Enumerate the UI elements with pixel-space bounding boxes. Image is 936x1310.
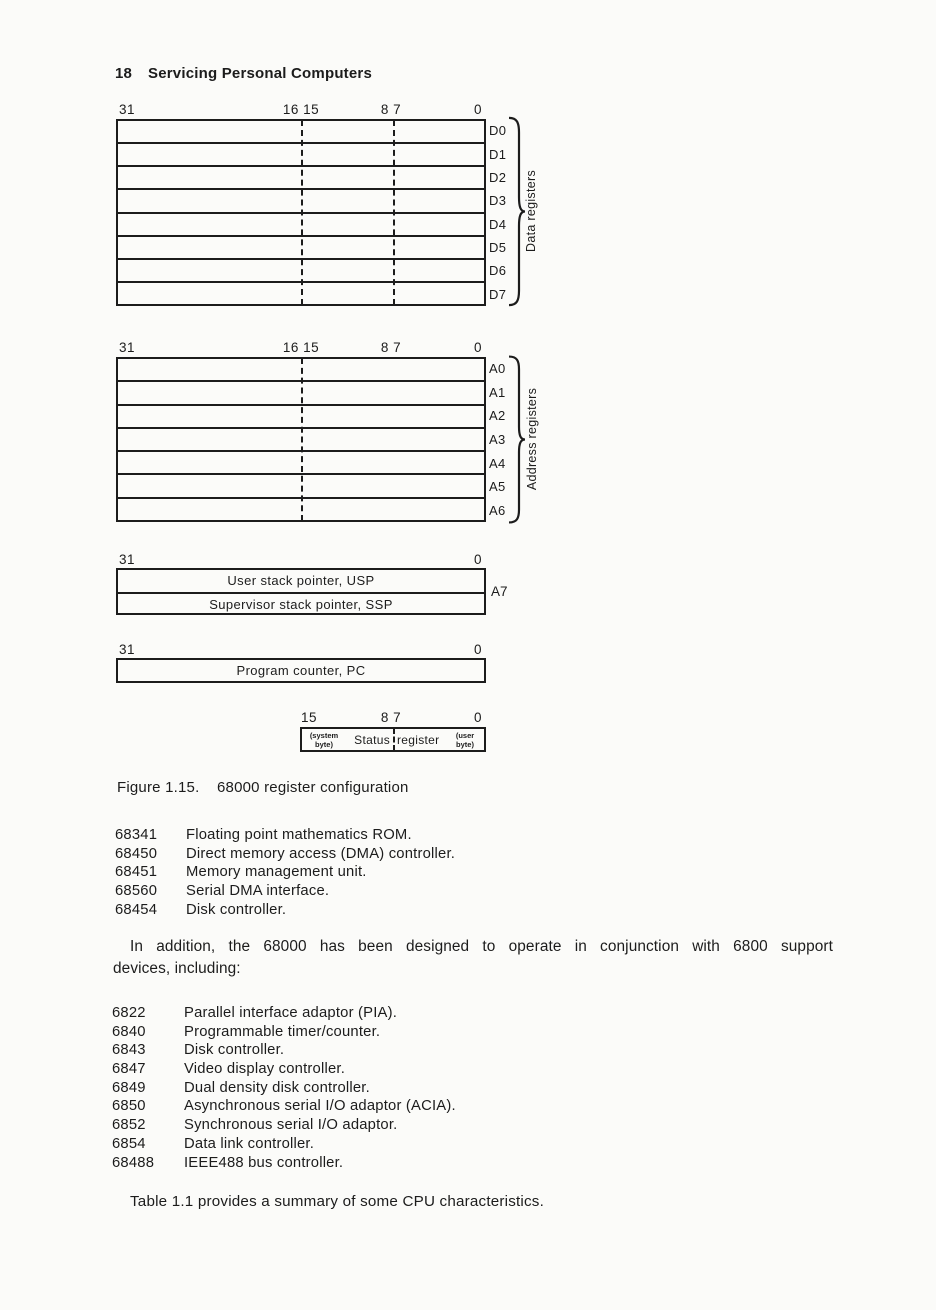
status-register-box	[300, 727, 486, 752]
register-label: A6	[489, 502, 506, 518]
figure-caption-label: Figure 1.15.	[117, 779, 200, 796]
register-label: D1	[489, 146, 507, 162]
device-code: 6843	[112, 1042, 146, 1059]
bit-label-0: 0	[473, 552, 483, 567]
status-byte-divider	[393, 728, 395, 751]
bit-label-16-15: 16 15	[282, 340, 320, 355]
bit-label-0: 0	[473, 642, 483, 657]
device-desc: Floating point mathematics ROM.	[186, 827, 412, 843]
device-list-item	[112, 1041, 456, 1060]
program-counter-box	[116, 658, 486, 683]
device-desc: Data link controller.	[184, 1135, 315, 1152]
device-code: 68450	[115, 845, 158, 862]
register-label: A3	[489, 432, 506, 448]
paragraph-line: In addition, the 68000 has been designed to operate in conjunction with 6800 support	[130, 938, 833, 955]
device-list-item	[115, 845, 455, 864]
device-code: 6840	[112, 1023, 146, 1040]
page-header	[115, 65, 372, 82]
device-code: 68560	[115, 883, 158, 900]
a7-label: A7	[491, 584, 508, 599]
data-registers-group-label: Data registers	[524, 169, 538, 253]
device-code: 6854	[112, 1135, 146, 1152]
bit-label-0: 0	[473, 710, 483, 725]
ssp-row: Supervisor stack pointer, SSP	[118, 592, 484, 616]
device-desc: Serial DMA interface.	[186, 883, 330, 900]
device-desc: Disk controller.	[184, 1042, 285, 1059]
device-code: 6822	[112, 1005, 146, 1021]
device-list-item	[112, 1023, 456, 1042]
bit-label-8-7: 8 7	[380, 710, 402, 725]
register-label: D3	[489, 193, 507, 209]
device-code: 68488	[112, 1154, 155, 1171]
device-list-item	[112, 1097, 456, 1116]
device-code: 6849	[112, 1079, 146, 1096]
device-list-item	[112, 1060, 456, 1079]
register-label: A0	[489, 361, 506, 377]
device-desc: Asynchronous serial I/O adaptor (ACIA).	[184, 1098, 456, 1115]
register-label: D6	[489, 263, 507, 279]
bit8-divider	[393, 120, 395, 305]
bit16-divider	[301, 120, 303, 305]
paragraph-line: devices, including:	[113, 960, 241, 977]
page-number: 18	[115, 65, 133, 82]
device-desc: Video display controller.	[184, 1061, 346, 1078]
device-list-item	[115, 882, 455, 901]
system-byte-label: (system byte)	[309, 730, 339, 749]
device-list-item	[112, 1116, 456, 1135]
device-list-item	[112, 1004, 456, 1023]
register-label: D5	[489, 240, 507, 256]
register-label: A4	[489, 455, 506, 471]
closing-sentence: Table 1.1 provides a summary of some CPU characteristics.	[130, 1193, 545, 1210]
register-label: D0	[489, 123, 507, 139]
bit-label-0: 0	[473, 102, 483, 117]
status-word: Status	[354, 732, 390, 747]
device-code: 6847	[112, 1061, 146, 1078]
m68-device-list	[115, 826, 455, 919]
data-registers-box	[116, 119, 486, 306]
device-list-item	[115, 901, 455, 920]
address-registers-box	[116, 357, 486, 522]
bit-label-8-7: 8 7	[380, 102, 402, 117]
bit-label-8-7: 8 7	[380, 340, 402, 355]
program-counter-label: Program counter, PC	[236, 663, 366, 678]
device-list-item	[115, 863, 455, 882]
address-registers-group-label: Address registers	[525, 387, 539, 491]
data-registers-brace	[506, 115, 526, 308]
bit-label-0: 0	[473, 340, 483, 355]
data-register-names	[489, 119, 506, 306]
bit-label-31: 31	[119, 552, 136, 567]
figure-caption	[117, 779, 409, 796]
bit-label-16-15: 16 15	[282, 102, 320, 117]
device-desc: Direct memory access (DMA) controller.	[186, 845, 456, 862]
device-list-item	[112, 1154, 456, 1173]
stack-pointer-box	[116, 568, 486, 615]
device-desc: Memory management unit.	[186, 864, 367, 881]
body-paragraph	[113, 936, 833, 980]
register-label: D2	[489, 169, 507, 185]
bit-label-15: 15	[300, 710, 318, 725]
user-byte-label: (user byte)	[455, 730, 475, 749]
device-desc: Dual density disk controller.	[184, 1079, 370, 1096]
device-list-item	[112, 1079, 456, 1098]
bit-label-31: 31	[119, 642, 136, 657]
device-list-item	[115, 826, 455, 845]
m6800-device-list	[112, 1004, 456, 1172]
register-label: D4	[489, 216, 507, 232]
bit-label-31: 31	[119, 102, 136, 117]
device-desc: IEEE488 bus controller.	[184, 1154, 344, 1171]
device-code: 68341	[115, 827, 158, 843]
register-word: register	[397, 732, 440, 747]
device-code: 68454	[115, 901, 158, 918]
register-label: A2	[489, 408, 506, 424]
address-registers-brace	[506, 354, 526, 525]
bit16-divider	[301, 358, 303, 521]
figure-caption-text: 68000 register configuration	[217, 779, 409, 796]
register-label: A1	[489, 384, 506, 400]
device-code: 68451	[115, 864, 158, 881]
usp-row: User stack pointer, USP	[227, 573, 375, 589]
device-desc: Parallel interface adaptor (PIA).	[184, 1005, 398, 1021]
device-desc: Disk controller.	[186, 901, 287, 918]
bit-label-31: 31	[119, 340, 136, 355]
device-list-item	[112, 1135, 456, 1154]
device-code: 6850	[112, 1098, 146, 1115]
device-code: 6852	[112, 1117, 146, 1134]
address-register-names	[489, 357, 506, 522]
register-label: D7	[489, 286, 507, 302]
running-title: Servicing Personal Computers	[148, 65, 373, 82]
register-label: A5	[489, 479, 506, 495]
device-desc: Synchronous serial I/O adaptor.	[184, 1117, 398, 1134]
device-desc: Programmable timer/counter.	[184, 1023, 381, 1040]
